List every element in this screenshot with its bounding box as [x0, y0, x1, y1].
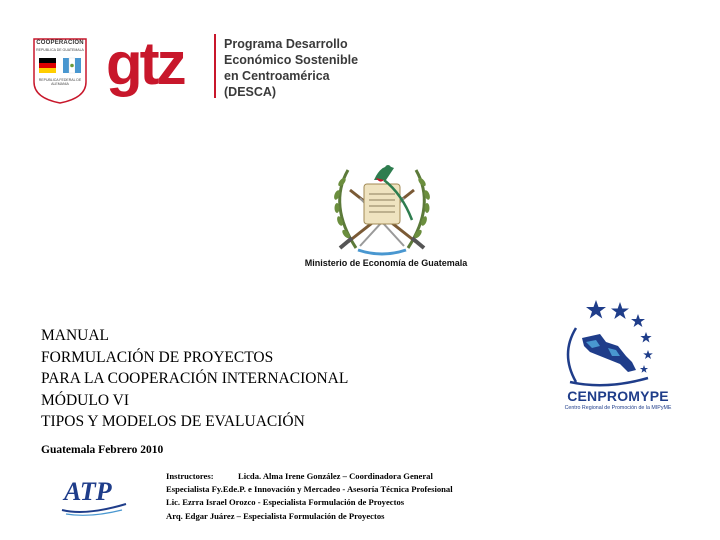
title-line: PARA LA COOPERACIÓN INTERNACIONAL — [41, 370, 349, 387]
cooperacion-sub-alemania: REPUBLICA FEDERAL DE ALEMANIA — [38, 78, 82, 86]
gtz-program-line: Económico Sostenible — [224, 53, 359, 67]
instructor-line — [166, 470, 546, 483]
title-line: MANUAL — [41, 327, 110, 344]
coat-of-arms-icon — [318, 150, 446, 262]
atp-swoosh-icon — [56, 470, 136, 518]
gtz-program-line: en Centroamérica — [224, 69, 330, 83]
atp-logo — [56, 470, 136, 518]
cenpromype-map-icon — [556, 298, 680, 390]
instructors-list — [166, 470, 546, 523]
gtz-divider — [214, 34, 216, 98]
title-line: MÓDULO VI — [41, 391, 129, 409]
atp-wordmark: ATP — [64, 477, 112, 506]
cenpromype-name: CENPROMYPE — [567, 388, 669, 404]
instructor-entry: Especialista Fy.Ede.P. e Innovación y Mercadeo - Asesoría Técnica Profesional — [166, 484, 453, 495]
cooperacion-title: COOPERACION — [36, 40, 84, 46]
instructor-entry: Arq. Edgar Juárez – Especialista Formulación de Proyectos — [166, 510, 385, 521]
instructor-entry: Lic. Ezrra Israel Orozco - Especialista Formulación de Proyectos — [166, 497, 405, 508]
document-date: Guatemala Febrero 2010 — [41, 444, 164, 456]
title-line: FORMULACIÓN DE PROYECTOS — [41, 348, 274, 366]
gtz-program-line: Programa Desarrollo — [224, 37, 348, 51]
title-line: TIPOS Y MODELOS DE EVALUACIÓN — [41, 413, 305, 430]
instructors-label: Instructores: — [166, 471, 214, 481]
document-title — [41, 325, 511, 433]
guatemala-coat-of-arms — [318, 150, 446, 262]
cooperacion-sub-guatemala: REPUBLICA DE GUATEMALA — [36, 48, 84, 52]
ministry-caption: Ministerio de Economía de Guatemala — [304, 258, 468, 268]
gtz-wordmark: gtz — [106, 30, 184, 97]
cenpromype-subtitle: Centro Regional de Promoción de la MIPyME — [564, 405, 672, 411]
cooperacion-logo — [32, 38, 88, 104]
gtz-program-name — [224, 36, 384, 100]
instructor-entry: Licda. Alma Irene González – Coordinadora General — [238, 471, 433, 481]
gtz-program-line: (DESCA) — [224, 85, 277, 99]
